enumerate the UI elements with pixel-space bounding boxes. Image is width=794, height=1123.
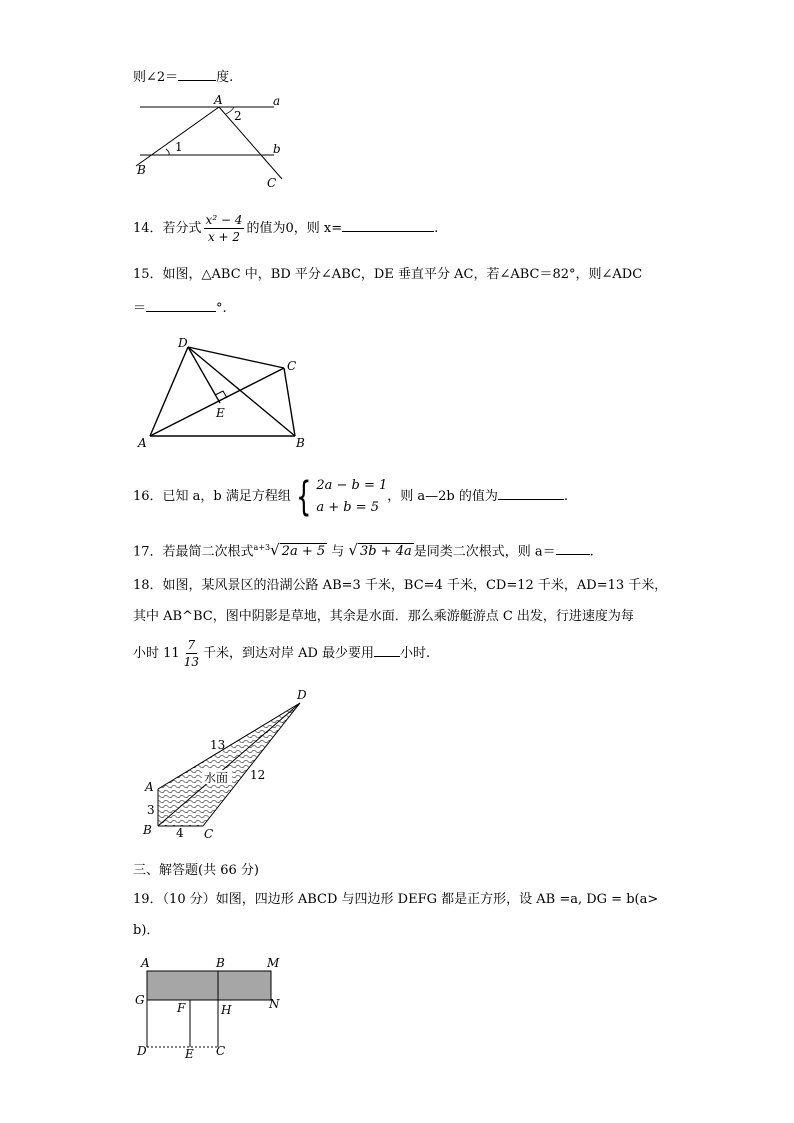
label-13: 13: [210, 738, 226, 752]
figure-triangle-bd: [133, 333, 313, 451]
q16-prefix: 16．已知 a，b 满足方程组: [133, 489, 291, 504]
figure-lake-road: [140, 684, 320, 844]
q17-mid: 是同类二次根式，则 a＝: [413, 544, 556, 560]
label-D: D: [178, 336, 188, 350]
label-B: B: [296, 436, 305, 450]
brace-icon: {: [295, 473, 312, 520]
q18-fraction: [182, 637, 201, 670]
q15-suffix: °.: [216, 301, 227, 316]
label-B: B: [143, 823, 152, 837]
q16-end: .: [563, 489, 569, 504]
label-3: 3: [147, 803, 155, 817]
q18-blank[interactable]: [374, 642, 400, 657]
label-A: A: [214, 93, 223, 107]
label-B: B: [216, 956, 225, 970]
q14-fraction: [204, 212, 245, 245]
question-18-line3: [133, 634, 430, 674]
label-1: 1: [175, 140, 183, 154]
q17-radicand-1: 2a + 5: [281, 544, 326, 560]
q17-blank[interactable]: [556, 540, 590, 555]
question-14: [133, 209, 438, 249]
label-water: 水面: [204, 771, 229, 785]
question-19-line1: 19．（10 分）如图，四边形 ABCD 与四边形 DEFG 都是正方形，设 AB =a, DG = b(a>: [133, 892, 659, 907]
label-D: D: [297, 688, 307, 702]
q18-frac-den: 13: [183, 655, 199, 669]
question-15-line2: [133, 297, 227, 318]
question-16: [133, 472, 568, 522]
label-G: G: [135, 993, 145, 1007]
q14-text: 14．若分式: [133, 221, 202, 236]
q17-radical-1: √ 2a + 5: [270, 541, 326, 560]
q17-radicand-2: 3b + 4a: [359, 544, 412, 560]
q14-end: .: [434, 221, 439, 236]
q18-frac-num: 7: [187, 638, 196, 652]
q18-line3-mid: 千米，到达对岸 AD 最少要用: [202, 646, 375, 661]
label-b: b: [273, 142, 281, 156]
q17-with: 与: [331, 544, 345, 560]
q14-denominator: x + 2: [207, 230, 241, 244]
q17-end: .: [589, 544, 594, 560]
label-C: C: [216, 1044, 226, 1058]
label-E: E: [216, 406, 225, 420]
label-D: D: [137, 1044, 147, 1058]
q16-eq1: 2a − b = 1: [316, 477, 388, 493]
q16-equation-system: [291, 475, 387, 519]
label-2: 2: [234, 109, 242, 123]
question-15-line1: 15．如图，△ABC 中，BD 平分∠ABC，DE 垂直平分 AC，若∠ABC＝82°，则∠ADC: [133, 267, 643, 282]
q17-radical-2: √ 3b + 4a: [348, 541, 412, 560]
q15-prefix: ＝: [133, 301, 147, 316]
label-H: H: [221, 1003, 232, 1017]
label-12: 12: [250, 768, 266, 782]
label-N: N: [269, 997, 280, 1011]
label-C: C: [287, 359, 297, 373]
label-4: 4: [176, 826, 184, 840]
question-18-line1: 18．如图，某风景区的沿湖公路 AB=3 千米，BC=4 千米，CD=12 千米，AD=13 千米，: [133, 578, 668, 593]
q16-eq2: a + b = 5: [316, 499, 380, 515]
q16-mid: ，则 a—2b 的值为: [387, 489, 498, 504]
q13-suffix: 度.: [216, 70, 234, 85]
q18-line3-end: 小时.: [400, 646, 431, 661]
q13-answer-line: [133, 66, 233, 87]
label-C: C: [267, 176, 277, 190]
figure-squares: [133, 955, 293, 1065]
figure-parallel-lines: [128, 92, 298, 192]
q15-blank[interactable]: [146, 297, 216, 312]
q17-prefix: 17．若最简二次根式: [133, 544, 254, 560]
question-19-line2: b)．: [133, 923, 160, 938]
question-18-line2: 其中 AB^BC，图中阴影是草地，其余是水面．那么乘游艇游点 C 出发，行进速度为每: [133, 609, 634, 624]
label-A: A: [138, 436, 147, 450]
question-17: [133, 539, 594, 561]
label-A: A: [141, 956, 150, 970]
label-E: E: [185, 1047, 194, 1061]
q16-blank[interactable]: [498, 485, 564, 500]
label-B: B: [137, 163, 146, 177]
label-C: C: [204, 827, 214, 841]
label-M: M: [267, 956, 280, 970]
q18-line3-prefix: 小时 11: [133, 646, 180, 661]
q17-root-index: a+3: [253, 543, 271, 552]
q13-blank[interactable]: [178, 66, 216, 81]
section-heading: 三、解答题(共 66 分): [133, 863, 259, 878]
q14-numerator: x² − 4: [205, 213, 243, 227]
q14-blank[interactable]: [342, 217, 434, 232]
q14-mid-text: 的值为0，则 x=: [246, 221, 343, 236]
label-F: F: [177, 1001, 186, 1015]
label-A: A: [145, 780, 154, 794]
q13-prefix: 则∠2＝: [133, 70, 179, 85]
label-a: a: [273, 94, 281, 108]
